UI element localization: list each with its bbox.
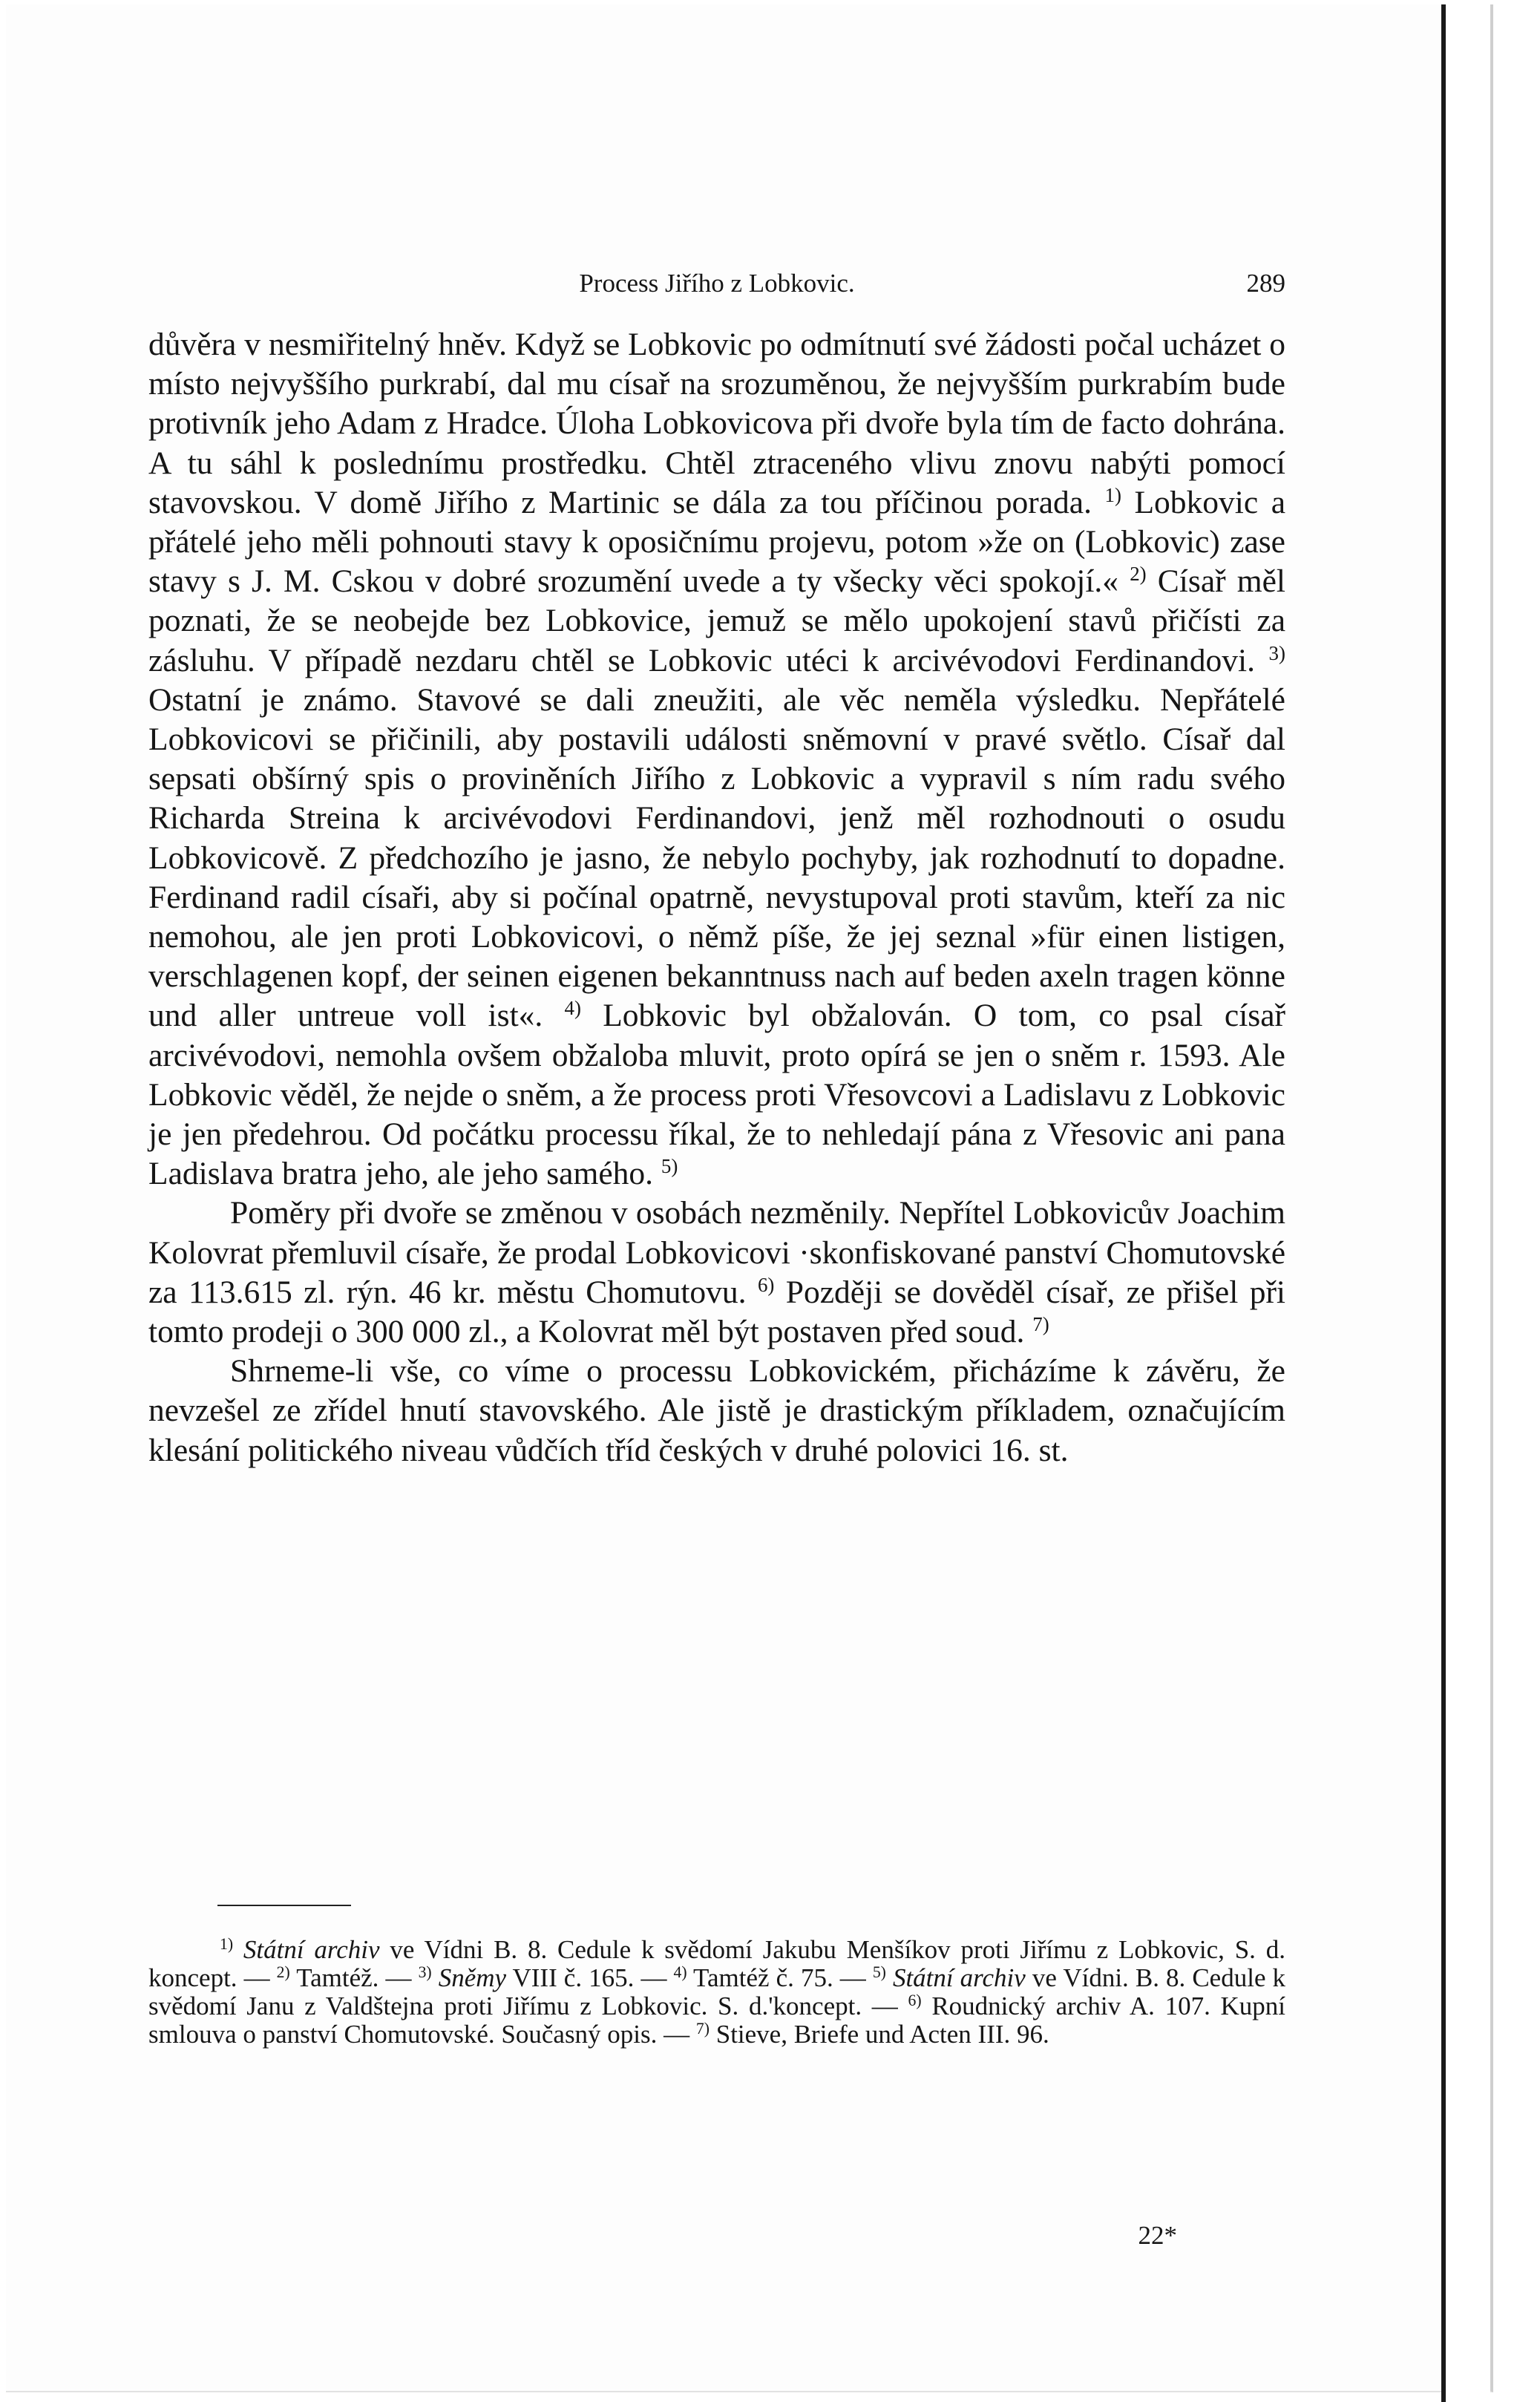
footnote-text: VIII č. 165. — <box>512 1963 667 1992</box>
footnote-number: 7) <box>695 2020 710 2038</box>
paragraph-2 <box>148 1194 1285 1352</box>
text-run: Ostatní je známo. Stavové se dali zneužiti, ale věc neměla výsledku. Nepřátelé Lobkovicovi se přičinili, aby postavili události sněmovní v pravé světlo. Císař dal sepsati obšírný spis o proviněních Jiřího z Lobkovic a vypravil s ním radu svého Richarda Streina k arcivévodovi Ferdinandovi, jenž měl rozhodnouti o osudu Lobkovicově. Z předchozího je jasno, že nebylo pochyby, jak rozhodnutí to dopadne. Ferdinand radil císaři, aby si počínal opatrně, nevystupoval proti stavům, kteří za nic nemohou, ale jen proti Lobkovicovi, o němž píše, že jej seznal »für einen listigen, verschlagenen kopf, der seinen eigenen bekanntnuss nach auf beden axeln tragen könne und aller untreue voll ist«. <box>148 681 1285 1034</box>
footnote-number: 6) <box>908 1992 922 2010</box>
footnote-divider <box>217 1905 351 1906</box>
footnote-text: ve Vídni B. 8. Cedule k svědomí Jakubu Menšíkov proti Jiřímu z Lobkovic, S. d. koncept. — <box>148 1935 1285 1992</box>
footnote-number: 1) <box>220 1935 234 1954</box>
footnote-ref-1: 1) <box>1104 483 1121 506</box>
text-run: Poměry při dvoře se změnou v osobách nezměnily. Nepřítel Lobkovicův Joachim Kolovrat přemluvil císaře, že prodal Lobkovicovi ·skonfiskované panství Chomutovské za 113.615 zl. rýn. 46 kr. městu Chomutovu. <box>148 1195 1285 1310</box>
text-run: Lobkovic a přátelé jeho měli pohnouti stavy k oposičnímu projevu, potom »že on (Lobkovic) zase stavy s J. M. Cskou v dobré srozumění uvede a ty všecky věci spokojí.« <box>148 484 1285 600</box>
paragraph-3 <box>148 1352 1285 1470</box>
footnote-ref-6: 6) <box>757 1274 775 1297</box>
footnote-number: 2) <box>276 1963 290 1982</box>
footnote-ref-3: 3) <box>1268 641 1285 664</box>
footnote-ref-4: 4) <box>564 997 581 1020</box>
footnote-number: 3) <box>418 1963 432 1982</box>
footnote-text: Stieve, Briefe und Acten III. 96. <box>715 2020 1049 2049</box>
footnote-ref-7: 7) <box>1032 1313 1049 1336</box>
footnote-ref-5: 5) <box>661 1155 678 1178</box>
text-run: Shrneme-li vše, co víme o processu Lobkovickém, přicházíme k závěru, že nevzešel ze zřídel hnutí stavovského. Ale jistě je drastickým příkladem, označujícím klesání politického niveau vůdčích tříd českých v druhé polovici 16. st. <box>148 1353 1285 1468</box>
footnote-source: Státní archiv <box>892 1963 1026 1992</box>
text-run: Později se dověděl císař, ze přišel při tomto prodeji o 300 000 zl., a Kolovrat měl být postaven před soud. <box>148 1274 1286 1350</box>
footnote-number: 5) <box>872 1963 886 1982</box>
footnote-2 <box>277 1963 412 1992</box>
footnote-7 <box>696 2020 1049 2049</box>
running-title: Process Jiřího z Lobkovic. <box>579 269 855 298</box>
footnote-text: Roudnický archiv A. 107. Kupní smlouva o panství Chomutovské. Současný opis. — <box>148 1992 1286 2049</box>
footnotes <box>148 1936 1285 2049</box>
book-edge <box>1441 4 1490 2402</box>
footnote-4 <box>674 1963 866 1992</box>
signature-mark: 22* <box>1138 2221 1177 2250</box>
footnote-3 <box>419 1963 667 1992</box>
footnote-ref-2: 2) <box>1130 563 1147 586</box>
page-number: 289 <box>1246 269 1285 298</box>
footnote-text: ve Vídni. B. 8. Cedule k svědomí Janu z Valdštejna proti Jiřímu z Lobkovic. S. d.'koncept. — <box>148 1963 1286 2020</box>
running-header <box>148 269 1285 306</box>
text-run: důvěra v nesmiřitelný hněv. Když se Lobkovic po odmítnutí své žádosti počal ucházet o místo nejvyššího purkrabí, dal mu císař na srozuměnou, že nejvyšším purkrabím bude protivník jeho Adam z Hradce. Úloha Lobkovicova při dvoře byla tím de facto dohrána. A tu sáhl k poslednímu prostředku. Chtěl ztraceného vlivu znovu nabýti pomocí stavovskou. V domě Jiřího z Martinic se dála za tou příčinou porada. <box>148 327 1285 520</box>
footnote-source: Sněmy <box>438 1963 507 1992</box>
text-run: Lobkovic byl obžalován. O tom, co psal císař arcivévodovi, nemohla ovšem obžaloba mluvit, proto opírá se jen o sněm r. 1593. Ale Lobkovic věděl, že nejde o sněm, a že process proti Vřesovcovi a Ladislavu z Lobkovic je jen předehrou. Od počátku processu říkal, že to nehledají pána z Vřesovic ani pana Ladislava bratra jeho, ale jeho samého. <box>148 998 1286 1192</box>
footnote-source: Státní archiv <box>243 1935 380 1964</box>
footnote-text: Tamtéž č. 75. — <box>693 1963 866 1992</box>
footnote-number: 4) <box>673 1963 687 1982</box>
paragraph-1 <box>148 325 1285 1194</box>
footnote-text: Tamtéž. — <box>296 1963 412 1992</box>
text-run: Císař měl poznati, že se neobejde bez Lobkovice, jemuž se mělo upokojení stavů přičísti za zásluhu. V případě nezdaru chtěl se Lobkovic utéci k arcivévodovi Ferdinandovi. <box>148 563 1285 678</box>
main-text <box>148 325 1285 1470</box>
